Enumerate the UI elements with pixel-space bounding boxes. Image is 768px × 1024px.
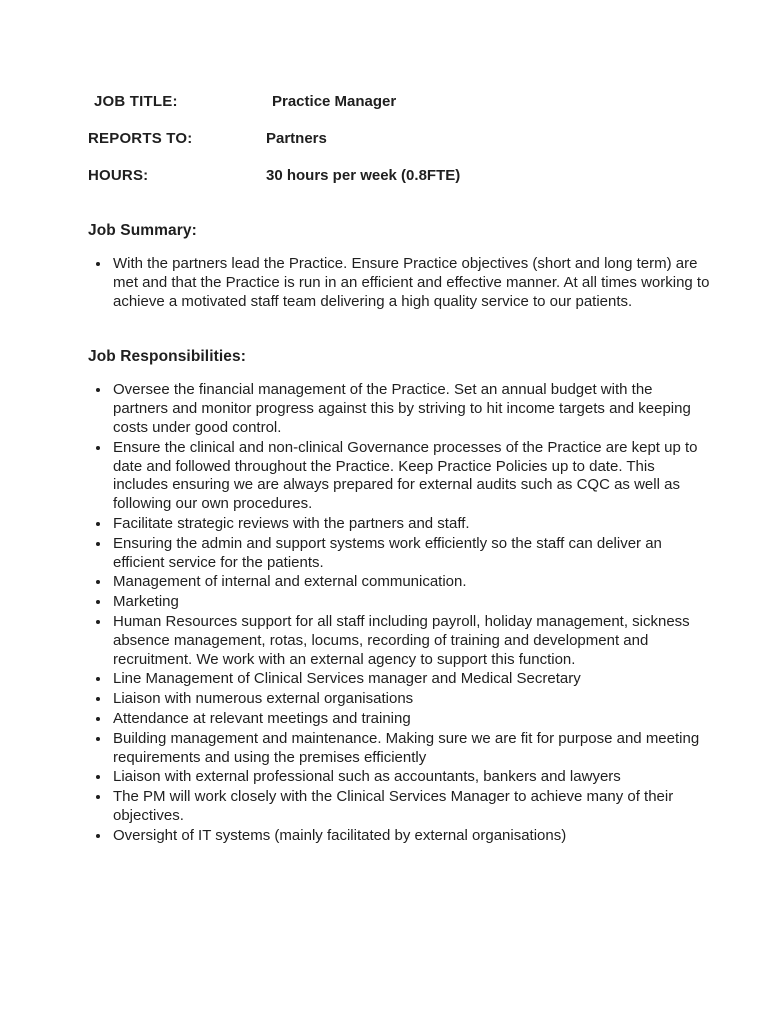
- reports-to-label: REPORTS TO:: [88, 130, 193, 147]
- hours-value: 30 hours per week (0.8FTE): [266, 167, 461, 184]
- reports-to-value: Partners: [266, 130, 327, 147]
- bullet-item: • With the partners lead the Practice. Ensure Practice objectives (short and long term) are met and that the Practice is run in an efficient and effective manner. At all times working to achieve a motivated staff team delivering a high quality service to our patients.: [111, 255, 710, 311]
- hours-label: HOURS:: [88, 167, 149, 184]
- bullet-item: • Oversight of IT systems (mainly facilitated by external organisations): [111, 827, 710, 846]
- job-summary-list: [88, 255, 710, 311]
- bullet-item: • Management of internal and external communication.: [111, 573, 710, 592]
- field-row-hours: [88, 166, 710, 185]
- header-fields: [88, 92, 710, 185]
- bullet-item: • Liaison with external professional such as accountants, bankers and lawyers: [111, 768, 710, 787]
- job-title-value: Practice Manager: [272, 93, 397, 110]
- bullet-item: • Ensuring the admin and support systems work efficiently so the staff can deliver an efficient service for the patients.: [111, 535, 710, 573]
- bullet-item: • Attendance at relevant meetings and training: [111, 710, 710, 729]
- bullet-item: • Line Management of Clinical Services manager and Medical Secretary: [111, 670, 710, 689]
- bullet-item: • Facilitate strategic reviews with the partners and staff.: [111, 515, 710, 534]
- bullet-item: • Ensure the clinical and non-clinical Governance processes of the Practice are kept up to date and followed throughout the Practice. Keep Practice Policies up to date. This includes ensuring we are always prepared for external audits such as CQC as well as following our own procedures.: [111, 439, 710, 514]
- field-row-job-title: [88, 92, 710, 111]
- bullet-item: • Oversee the financial management of the Practice. Set an annual budget with the partners and monitor progress against this by striving to hit income targets and keeping costs under good control.: [111, 381, 710, 437]
- job-summary-heading: Job Summary:: [88, 222, 197, 239]
- job-responsibilities-list: [88, 381, 710, 845]
- bullet-item: • Marketing: [111, 593, 710, 612]
- bullet-item: • Human Resources support for all staff including payroll, holiday management, sickness absence management, rotas, locums, recording of training and development and recruitment. We work with an external agency to support this function.: [111, 613, 710, 669]
- bullet-item: • Building management and maintenance. Making sure we are fit for purpose and meeting requirements and using the premises efficiently: [111, 730, 710, 768]
- bullet-item: • The PM will work closely with the Clinical Services Manager to achieve many of their objectives.: [111, 788, 710, 826]
- job-title-label: JOB TITLE:: [94, 93, 178, 110]
- bullet-item: • Liaison with numerous external organisations: [111, 690, 710, 709]
- job-responsibilities-heading: Job Responsibilities:: [88, 348, 246, 366]
- field-row-reports-to: [88, 129, 710, 148]
